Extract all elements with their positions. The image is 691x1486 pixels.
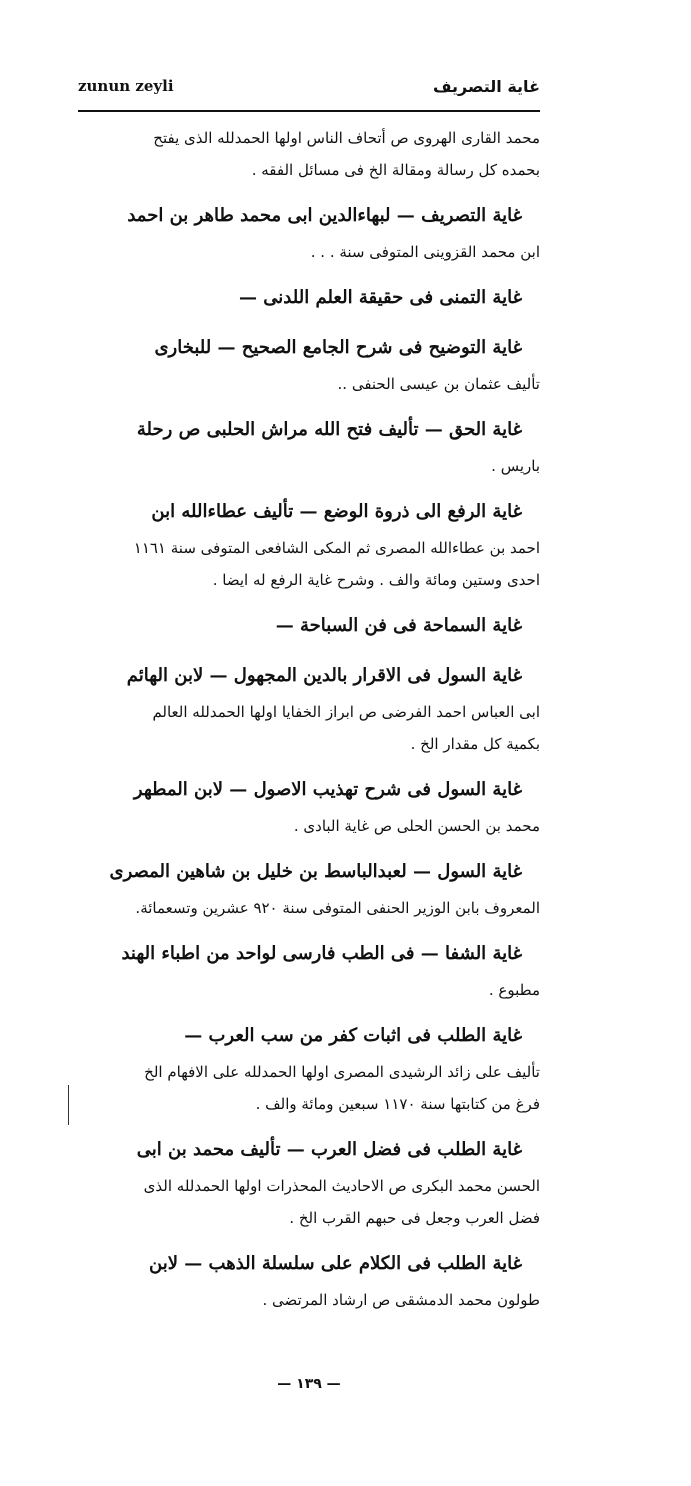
entry	[78, 770, 540, 842]
entry-text-line: ابن محمد القزوينى المتوفى سنة . . .	[310, 243, 540, 261]
entry-text-line: طولون محمد الدمشقى ص ارشاد المرتضى .	[262, 1291, 540, 1309]
entry	[78, 328, 540, 400]
entry-title-line: غاية التصريف — لبهاءالدين ابى محمد طاهر بن احمد	[127, 205, 522, 226]
entry-text-line: احمد بن عطاءالله المصرى ثم المكى الشافعى المتوفى سنة ١١٦١	[133, 539, 540, 557]
entry-text-line: تأليف عثمان بن عيسى الحنفى ..	[337, 375, 540, 393]
entry-title-line: غاية السول — لعبدالباسط بن خليل بن شاهين المصرى	[109, 861, 522, 882]
entry-text-line: احدى وستين ومائة والف . وشرح غاية الرفع له ايضا .	[212, 571, 540, 589]
entry-title-line: غاية الطلب فى اثبات كفر من سب العرب —	[184, 1025, 522, 1046]
entry-text-line: ابى العباس احمد الفرضى ص ابراز الخفايا اولها الحمدلله العالم	[152, 703, 540, 721]
entries-list	[78, 122, 540, 1326]
entry	[78, 122, 540, 186]
entry	[78, 278, 540, 318]
entry-title-line: غاية الطلب فى فضل العرب — تأليف محمد بن ابى	[136, 1139, 522, 1160]
entry-title-line: غاية الطلب فى الكلام على سلسلة الذهب — لابن	[149, 1253, 522, 1274]
entry	[78, 934, 540, 1006]
header-right: غاية التصريف	[432, 76, 540, 96]
entry-title-line: غاية الحق — تأليف فتح الله مراش الحلبى ص رحلة	[136, 419, 522, 440]
entry	[78, 1244, 540, 1316]
entry-title-line: غاية التوضيح فى شرح الجامع الصحيح — للبخارى	[154, 337, 522, 358]
entry-text-line: الحسن محمد البكرى ص الاحاديث المحذرات اولها الحمدلله الذى	[143, 1177, 540, 1195]
entry	[78, 656, 540, 760]
entry-text-line: مطبوع .	[488, 981, 540, 999]
entry-text-line: فضل العرب وجعل فى حبهم القرب الخ .	[289, 1209, 540, 1227]
entry	[78, 1130, 540, 1234]
header-rule	[78, 110, 540, 112]
page-number: — ١٣٩ —	[277, 1376, 341, 1392]
entry-title-line: غاية السول فى الاقرار بالدين المجهول — لابن الهائم	[126, 665, 522, 686]
margin-mark	[68, 1085, 69, 1125]
entry-text-line: باريس .	[491, 457, 540, 475]
entry-text-line: تأليف على زائد الرشيدى المصرى اولها الحمدلله على الافهام الخ	[144, 1063, 540, 1081]
entry-text-line: محمد بن الحسن الحلى ص غاية البادى .	[293, 817, 540, 835]
entry-title-line: غاية الشفا — فى الطب فارسى لواحد من اطباء الهند	[121, 943, 522, 964]
entry	[78, 852, 540, 924]
entry-title-line: غاية التمنى فى حقيقة العلم اللدنى —	[239, 287, 522, 308]
running-header	[78, 72, 540, 100]
entry-title-line: غاية الرفع الى ذروة الوضع — تأليف عطاءالله ابن	[151, 501, 522, 522]
entry	[78, 196, 540, 268]
entry	[78, 1016, 540, 1120]
entry-title-line: غاية السول فى شرح تهذيب الاصول — لابن المطهر	[133, 779, 522, 800]
entry-text-line: محمد القارى الهروى ص أتحاف الناس اولها الحمدلله الذى يفتح	[153, 129, 540, 147]
entry	[78, 492, 540, 596]
entry-text-line: بحمده كل رسالة ومقالة الخ فى مسائل الفقه .	[251, 161, 540, 179]
header-left: zunun zeyli	[78, 77, 174, 95]
entry-title-line: غاية السماحة فى فن السباحة —	[275, 615, 522, 636]
entry-text-line: بكمية كل مقدار الخ .	[410, 735, 540, 753]
entry-text-line: المعروف بابن الوزير الحنفى المتوفى سنة ٩٢٠ عشرين وتسعمائة.	[135, 899, 540, 917]
entry-text-line: فرغ من كتابتها سنة ١١٧٠ سبعين ومائة والف .	[255, 1095, 540, 1113]
entry	[78, 410, 540, 482]
entry	[78, 606, 540, 646]
